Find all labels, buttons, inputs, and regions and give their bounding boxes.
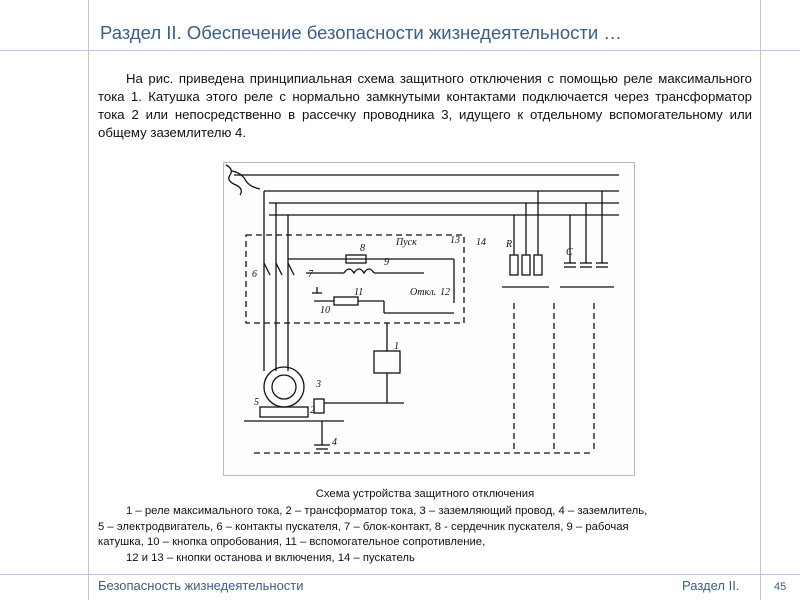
figure-legend xyxy=(98,504,752,566)
coil-9 xyxy=(344,269,374,273)
label-8: 8 xyxy=(360,243,365,254)
resistor-11 xyxy=(334,297,358,305)
label-6: 6 xyxy=(252,269,257,280)
legend-line: катушка, 10 – кнопка опробования, 11 – вспомогательное сопротивление, xyxy=(98,536,486,549)
label-c: C xyxy=(566,247,573,258)
label-otkl: Откл. xyxy=(410,287,437,298)
ct-2 xyxy=(314,399,324,413)
page-number: 45 xyxy=(774,581,787,593)
body-paragraph: На рис. приведена принципиальная схема защитного отключения с помощью реле максимального тока 1. Катушка этого реле с нормально замкнутыми контактами подключается через трансформатор тока 2 или непосредственно в рассечку проводника 3, идущего к отдельному вспомогательному или общему заземлителю 4. xyxy=(98,71,752,140)
label-12: 12 xyxy=(440,287,450,298)
label-7: 7 xyxy=(308,269,313,280)
label-13: 13 xyxy=(450,235,460,246)
legend-line: 5 – электродвигатель, 6 – контакты пускателя, 7 – блок-контакт, 8 - сердечник пускателя, 9 – рабочая xyxy=(98,520,629,533)
label-9: 9 xyxy=(384,257,389,268)
legend-line: 1 – реле максимального тока, 2 – трансформатор тока, 3 – заземляющий провод, 4 – заземлитель, xyxy=(126,505,648,517)
label-10: 10 xyxy=(320,305,330,316)
motor-5 xyxy=(264,367,304,407)
winding xyxy=(226,165,241,195)
right-rule xyxy=(760,0,761,600)
legend-line: 12 и 13 – кнопки останова и включения, 14 – пускатель xyxy=(126,551,415,564)
relay-1 xyxy=(374,351,400,373)
winding xyxy=(232,171,260,189)
label-11: 11 xyxy=(354,287,364,298)
label-r: R xyxy=(506,239,513,250)
label-4: 4 xyxy=(332,437,337,448)
label-pusk: Пуск xyxy=(396,237,417,248)
footer-section: Раздел II. xyxy=(682,578,740,593)
footer-rule xyxy=(0,574,800,575)
label-1: 1 xyxy=(394,341,399,352)
circuit-diagram-svg xyxy=(224,163,634,475)
label-5: 5 xyxy=(254,397,259,408)
circuit-diagram xyxy=(223,162,635,476)
slide-title: Раздел II. Обеспечение безопасности жизнедеятельности … xyxy=(100,22,622,43)
figure-caption: Схема устройства защитного отключения xyxy=(315,488,535,500)
label-3: 3 xyxy=(316,379,321,390)
label-2: 2 xyxy=(310,405,315,416)
starter-box xyxy=(246,235,464,323)
left-rule xyxy=(88,0,89,600)
title-rule xyxy=(0,50,800,51)
label-14: 14 xyxy=(476,237,486,248)
footer-course-title: Безопасность жизнедеятельности xyxy=(98,578,304,593)
